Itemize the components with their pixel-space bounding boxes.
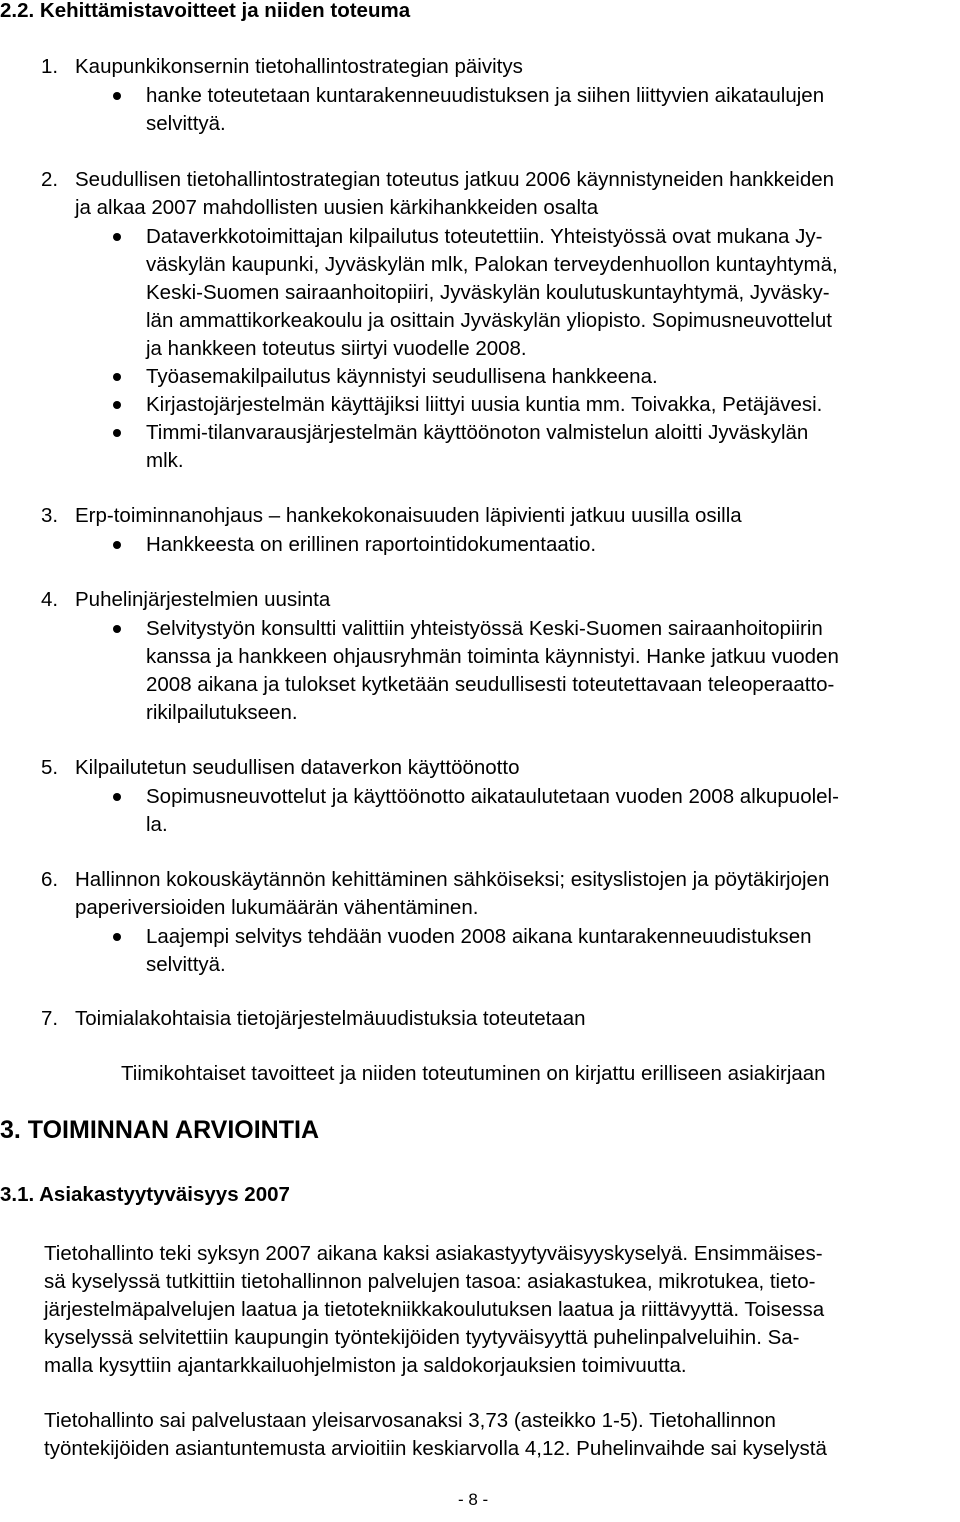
paragraph-line: kyselyssä selvitettiin kaupungin työntekijöiden tyytyväisyyttä puhelinpalveluihin. Sa- <box>44 1326 800 1349</box>
item-number: 4. <box>41 588 59 611</box>
bullet-text: län ammattikorkeakoulu ja osittain Jyväskylän yliopisto. Sopimusneuvottelut <box>146 309 832 332</box>
bullet-text: rikilpailutukseen. <box>146 701 298 724</box>
bullet-text: Kirjastojärjestelmän käyttäjiksi liittyi uusia kuntia mm. Toivakka, Petäjävesi. <box>146 393 823 416</box>
item-number: 2. <box>41 168 59 191</box>
item-number: 6. <box>41 868 59 891</box>
item-title: ja alkaa 2007 mahdollisten uusien kärkihankkeiden osalta <box>75 196 599 219</box>
bullet-text: Laajempi selvitys tehdään vuoden 2008 aikana kuntarakenneuudistuksen <box>146 925 812 948</box>
bullet-icon <box>113 541 121 549</box>
item-title: Toimialakohtaisia tietojärjestelmäuudistuksia toteutetaan <box>75 1007 586 1030</box>
paragraph-line: sä kyselyssä tutkittiin tietohallinnon palvelujen tasoa: asiakastukea, mikrotukea, tieto- <box>44 1270 816 1293</box>
item-title: Hallinnon kokouskäytännön kehittäminen sähköiseksi; esityslistojen ja pöytäkirjojen <box>75 868 830 891</box>
item-title: Erp-toiminnanohjaus – hankekokonaisuuden läpivienti jatkuu uusilla osilla <box>75 504 742 527</box>
bullet-text: selvittyä. <box>146 953 226 976</box>
note-text: Tiimikohtaiset tavoitteet ja niiden toteutuminen on kirjattu erilliseen asiakirjaan <box>121 1062 826 1085</box>
bullet-icon <box>113 92 121 100</box>
bullet-icon <box>113 429 121 437</box>
section-heading: 3. TOIMINNAN ARVIOINTIA <box>0 1116 320 1144</box>
item-title: Seudullisen tietohallintostrategian toteutus jatkuu 2006 käynnistyneiden hankkeiden <box>75 168 835 191</box>
paragraph-line: järjestelmäpalvelujen laatua ja tietotekniikkakoulutuksen laatua ja riittävyyttä. Toisessa <box>44 1298 825 1321</box>
bullet-icon <box>113 793 121 801</box>
item-title: Kaupunkikonsernin tietohallintostrategian päivitys <box>75 55 523 78</box>
bullet-text: Työasemakilpailutus käynnistyi seudullisena hankkeena. <box>146 365 658 388</box>
bullet-text: mlk. <box>146 449 184 472</box>
bullet-icon <box>113 933 121 941</box>
paragraph-line: Tietohallinto teki syksyn 2007 aikana kaksi asiakastyytyväisyyskyselyä. Ensimmäises- <box>44 1242 823 1265</box>
item-title: Puhelinjärjestelmien uusinta <box>75 588 331 611</box>
bullet-text: Keski-Suomen sairaanhoitopiiri, Jyväskylän koulutuskuntayhtymä, Jyväsky- <box>146 281 830 304</box>
item-title: Kilpailutetun seudullisen dataverkon käyttöönotto <box>75 756 520 779</box>
subsection-heading: 3.1. Asiakastyytyväisyys 2007 <box>0 1183 290 1206</box>
bullet-text: väskylän kaupunki, Jyväskylän mlk, Palokan terveydenhuollon kuntayhtymä, <box>146 253 838 276</box>
bullet-icon <box>113 401 121 409</box>
paragraph-line: Tietohallinto sai palvelustaan yleisarvosanaksi 3,73 (asteikko 1-5). Tietohallinnon <box>44 1409 776 1432</box>
item-number: 3. <box>41 504 59 527</box>
item-number: 7. <box>41 1007 59 1030</box>
bullet-text: ja hankkeen toteutus siirtyi vuodelle 2008. <box>146 337 527 360</box>
bullet-text: 2008 aikana ja tulokset kytketään seudullisesti toteutettavaan teleoperaatto- <box>146 673 835 696</box>
bullet-icon <box>113 373 121 381</box>
bullet-text: Timmi-tilanvarausjärjestelmän käyttöönoton valmistelun aloitti Jyväskylän <box>146 421 809 444</box>
bullet-icon <box>113 233 121 241</box>
bullet-text: Dataverkkotoimittajan kilpailutus toteutettiin. Yhteistyössä ovat mukana Jy- <box>146 225 823 248</box>
bullet-text: Sopimusneuvottelut ja käyttöönotto aikataulutetaan vuoden 2008 alkupuolel- <box>146 785 839 808</box>
item-number: 1. <box>41 55 59 78</box>
bullet-text: hanke toteutetaan kuntarakenneuudistuksen ja siihen liittyvien aikataulujen <box>146 84 825 107</box>
page-number: - 8 - <box>458 1490 489 1509</box>
bullet-text: la. <box>146 813 168 836</box>
bullet-icon <box>113 625 121 633</box>
section-heading: 2.2. Kehittämistavoitteet ja niiden toteuma <box>0 0 411 22</box>
bullet-text: selvittyä. <box>146 112 226 135</box>
bullet-text: Selvitystyön konsultti valittiin yhteistyössä Keski-Suomen sairaanhoitopiirin <box>146 617 823 640</box>
bullet-text: Hankkeesta on erillinen raportointidokumentaatio. <box>146 533 597 556</box>
item-title: paperiversioiden lukumäärän vähentäminen. <box>75 896 479 919</box>
item-number: 5. <box>41 756 59 779</box>
bullet-text: kanssa ja hankkeen ohjausryhmän toiminta käynnistyi. Hanke jatkuu vuoden <box>146 645 839 668</box>
paragraph-line: työntekijöiden asiantuntemusta arvioitiin keskiarvolla 4,12. Puhelinvaihde sai kyselystä <box>44 1437 827 1460</box>
paragraph-line: malla kysyttiin ajantarkkailuohjelmiston ja saldokorjauksien toimivuutta. <box>44 1354 687 1377</box>
